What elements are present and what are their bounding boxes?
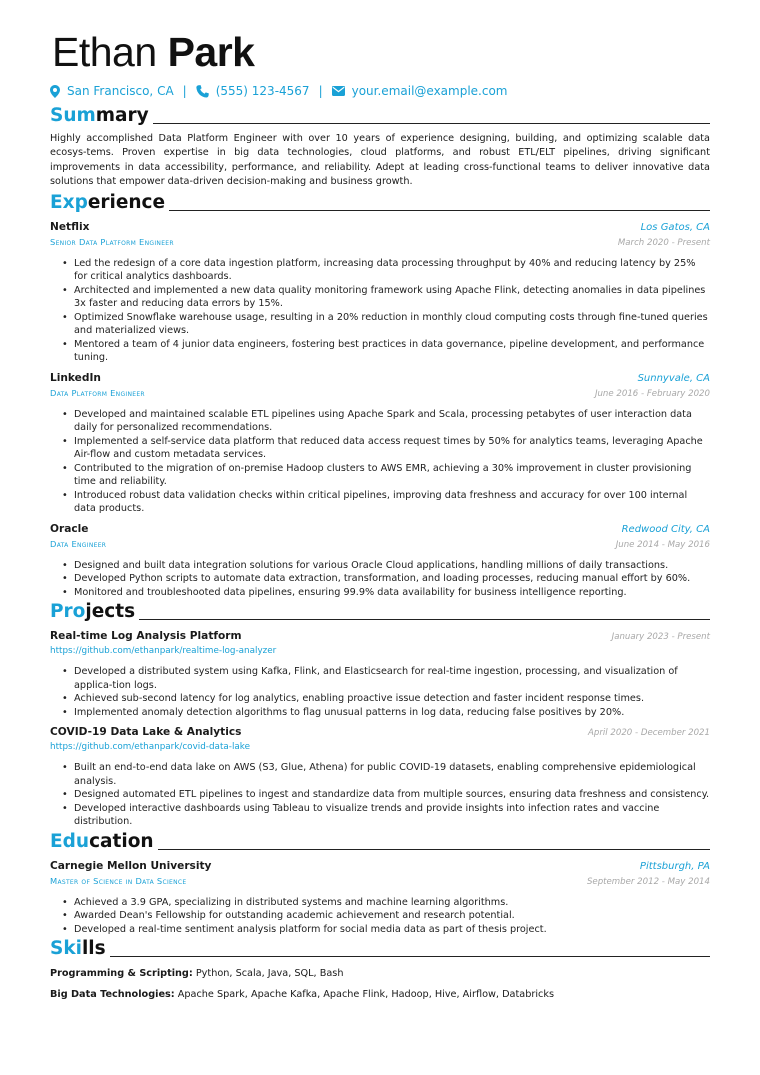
experience-entry-oracle bbox=[50, 522, 710, 600]
project-entry-log-analysis bbox=[50, 629, 710, 719]
achievement-item: • Developed and maintained scalable ETL pipelines using Apache Spark and Scala, processing petabytes of user interaction data daily for personalized recommendations. bbox=[74, 408, 710, 435]
company-name: Oracle bbox=[50, 522, 89, 535]
achievement-item: • Architected and implemented a new data quality monitoring framework using Apache Flink, detecting anomalies in data pipelines 3x faster and reducing data errors by 15%. bbox=[74, 284, 710, 311]
contact-separator: | bbox=[182, 84, 187, 98]
project-entry-covid-data-lake bbox=[50, 725, 710, 829]
achievement-item: • Mentored a team of 4 junior data engineers, fostering best practices in data governance, pipeline development, and performance tuning. bbox=[74, 338, 710, 365]
achievement-item: • Contributed to the migration of on-premise Hadoop clusters to AWS EMR, achieving a 30% improvement in cluster provisioning time and reliability. bbox=[74, 462, 710, 489]
education-bullet: • Achieved a 3.9 GPA, specializing in distributed systems and machine learning algorithms. bbox=[74, 896, 710, 910]
job-location: Sunnyvale, CA bbox=[637, 372, 710, 384]
first-name: Ethan bbox=[52, 29, 157, 75]
project-bullet: • Built an end-to-end data lake on AWS (S3, Glue, Athena) for public COVID-19 datasets, enabling comprehensive epidemiological analysis. bbox=[74, 761, 710, 788]
achievement-list bbox=[50, 408, 710, 516]
project-bullet: • Designed automated ETL pipelines to ingest and standardize data from multiple sources, ensuring data freshness and consistency. bbox=[74, 788, 710, 802]
achievement-item: • Led the redesign of a core data ingestion platform, increasing data processing throughput by 40% and reducing latency by 25% for critical analytics dashboards. bbox=[74, 257, 710, 284]
project-bullet: • Achieved sub-second latency for log analytics, enabling proactive issue detection and faster incident response times. bbox=[74, 692, 710, 706]
phone-text: (555) 123-4567 bbox=[215, 84, 310, 98]
skill-label: Programming & Scripting: bbox=[50, 968, 193, 980]
skill-value: Apache Spark, Apache Kafka, Apache Flink, Hadoop, Hive, Airflow, Databricks bbox=[177, 989, 555, 1001]
education-bullet: • Awarded Dean's Fellowship for outstanding academic achievement and research potential. bbox=[74, 909, 710, 923]
experience-heading: Experience bbox=[50, 192, 710, 214]
achievement-item: • Implemented a self-service data platform that reduced data access request times by 50% for analytics teams, leveraging Apache Air-flow and custom metadata services. bbox=[74, 435, 710, 462]
candidate-name bbox=[52, 30, 710, 74]
summary-text: Highly accomplished Data Platform Engineer with over 10 years of experience designing, building, and optimizing scalable data ecosys-tems. Proven expertise in big data technologies, cloud platforms, and robust ETL/ELT pipelines, driving significant improvements in data accessibility, performance, and reliability. Adept at leading cross-functional teams to deliver innovative data solutions that empower data-driven decision-making and business growth. bbox=[50, 133, 710, 188]
phone-icon bbox=[196, 85, 209, 98]
section-rule bbox=[158, 849, 710, 850]
project-bullet: • Implemented anomaly detection algorithms to flag unusual patterns in log data, reducing false positives by 20%. bbox=[74, 706, 710, 720]
location-text: San Francisco, CA bbox=[67, 84, 174, 98]
experience-entry-netflix bbox=[50, 220, 710, 365]
skill-line-big-data bbox=[50, 988, 710, 1002]
contact-phone[interactable] bbox=[196, 83, 310, 99]
skill-value: Python, Scala, Java, SQL, Bash bbox=[195, 968, 344, 980]
degree-title: Master of Science in Data Science bbox=[50, 875, 187, 886]
skill-label: Big Data Technologies: bbox=[50, 989, 175, 1001]
email-link: your.email@example.com bbox=[351, 84, 508, 98]
job-title: Senior Data Platform Engineer bbox=[50, 236, 174, 247]
job-dates: June 2014 - May 2016 bbox=[615, 539, 710, 550]
projects-heading: Projects bbox=[50, 601, 710, 623]
skill-line-programming bbox=[50, 967, 710, 981]
company-name: LinkedIn bbox=[50, 371, 101, 384]
project-link[interactable]: https://github.com/ethanpark/realtime-log-analyzer bbox=[50, 646, 277, 657]
project-name: Real-time Log Analysis Platform bbox=[50, 630, 242, 643]
contact-location bbox=[50, 83, 174, 99]
achievement-list bbox=[50, 257, 710, 365]
job-title: Data Engineer bbox=[50, 538, 107, 549]
project-name: COVID-19 Data Lake & Analytics bbox=[50, 726, 242, 739]
education-dates: September 2012 - May 2014 bbox=[586, 876, 710, 887]
achievement-item: • Introduced robust data validation checks within critical pipelines, improving data freshness and accuracy for over 100 internal data products. bbox=[74, 489, 710, 516]
contact-email[interactable] bbox=[332, 83, 508, 99]
education-bullet-list bbox=[50, 896, 710, 937]
project-dates: April 2020 - December 2021 bbox=[588, 728, 710, 739]
map-pin-icon bbox=[50, 85, 60, 98]
achievement-item: • Developed Python scripts to automate data extraction, transformation, and loading processes, reducing manual effort by 60%. bbox=[74, 572, 710, 586]
achievement-item: • Monitored and troubleshooted data pipelines, ensuring 99.9% data availability for business intelligence reporting. bbox=[74, 586, 710, 600]
achievement-list bbox=[50, 559, 710, 600]
project-bullet: • Developed interactive dashboards using Tableau to visualize trends and provide insights into infection rates and vaccine distribution. bbox=[74, 802, 710, 829]
experience-entry-linkedin bbox=[50, 371, 710, 516]
education-bullet: • Developed a real-time sentiment analysis platform for social media data as part of thesis project. bbox=[74, 923, 710, 937]
achievement-item: • Optimized Snowflake warehouse usage, resulting in a 20% reduction in monthly cloud computing costs through fine-tuned queries and materialized views. bbox=[74, 311, 710, 338]
skills-heading: Skills bbox=[50, 938, 710, 960]
project-bullet-list bbox=[50, 665, 710, 719]
job-location: Los Gatos, CA bbox=[640, 221, 710, 233]
job-location: Redwood City, CA bbox=[621, 523, 710, 535]
job-title: Data Platform Engineer bbox=[50, 387, 145, 398]
section-rule bbox=[110, 956, 710, 957]
achievement-item: • Designed and built data integration solutions for various Oracle Cloud applications, handling millions of daily transactions. bbox=[74, 559, 710, 573]
project-link[interactable]: https://github.com/ethanpark/covid-data-lake bbox=[50, 742, 250, 753]
section-rule bbox=[153, 123, 710, 124]
contact-bar bbox=[50, 83, 710, 99]
job-dates: March 2020 - Present bbox=[617, 237, 710, 248]
envelope-icon bbox=[332, 86, 345, 96]
summary-heading: Summary bbox=[50, 105, 710, 127]
contact-separator: | bbox=[318, 84, 323, 98]
project-bullet-list bbox=[50, 761, 710, 829]
project-dates: January 2023 - Present bbox=[611, 632, 710, 643]
education-entry-cmu bbox=[50, 859, 710, 937]
school-name: Carnegie Mellon University bbox=[50, 859, 212, 872]
job-dates: June 2016 - February 2020 bbox=[594, 388, 710, 399]
company-name: Netflix bbox=[50, 220, 90, 233]
project-bullet: • Developed a distributed system using Kafka, Flink, and Elasticsearch for real-time ingestion, processing, and visualization of applica-tion logs. bbox=[74, 665, 710, 692]
education-heading: Education bbox=[50, 831, 710, 853]
section-rule bbox=[169, 210, 710, 211]
last-name: Park bbox=[167, 29, 255, 75]
school-location: Pittsburgh, PA bbox=[639, 860, 710, 872]
section-rule bbox=[139, 619, 710, 620]
